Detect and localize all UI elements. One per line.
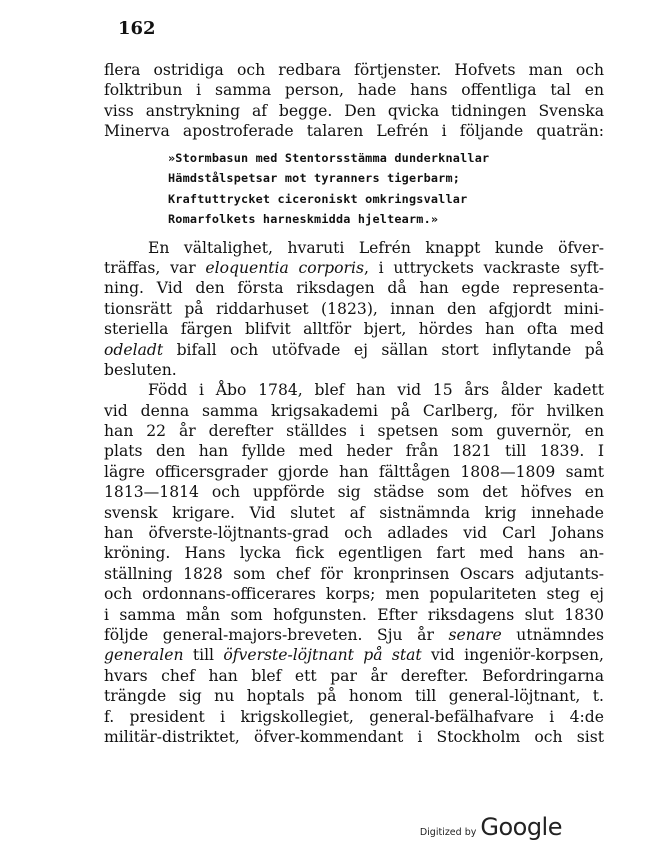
text-line: i samma mån som hofgunsten. Efter riksdagens slut 1830: [104, 605, 604, 624]
google-logo: Google: [480, 813, 562, 841]
text-line: Minerva apostroferade talaren Lefrén i följande quaträn:: [104, 122, 604, 141]
text-line: militär-distriktet, öfver-kommendant i Stockholm och sist: [104, 727, 604, 746]
text-line: plats den han fyllde med heder från 1821 till 1839. I: [104, 442, 604, 461]
text-line: viss anstrykning af begge. Den qvicka tidningen Svenska: [104, 101, 604, 120]
text-line: generalen till öfverste-löjtnant på stat vid ingeniör-korpsen,: [104, 646, 604, 665]
text-line: tionsrätt på riddarhuset (1823), innan den afgjordt mini-: [104, 299, 604, 318]
verse-line: Romarfolkets harneskmidda hjeltearm.»: [168, 212, 439, 227]
italic-phrase: senare: [448, 625, 502, 644]
text-line: hvars chef han blef ett par år derefter. Befordringarna: [104, 666, 604, 685]
verse-quatrain: [104, 148, 604, 230]
text-line: folktribun i samma person, hade hans offentliga tal en: [104, 81, 604, 100]
page-number: 162: [118, 18, 156, 39]
text-line: Född i Åbo 1784, blef han vid 15 års ålder kadett: [148, 381, 604, 400]
italic-phrase: generalen: [104, 646, 184, 665]
digitized-watermark: [420, 813, 562, 841]
italic-phrase: öfverste-löjtnant på stat: [223, 646, 422, 665]
text-line: vid denna samma krigsakademi på Carlberg, för hvilken: [104, 401, 604, 420]
text-line: steriella färgen blifvit alltför bjert, hördes han ofta med: [104, 320, 604, 339]
text-line: trängde sig nu hoptals på honom till general-löjtnant, t.: [104, 687, 604, 706]
italic-phrase: odeladt: [104, 340, 164, 359]
text-line: ning. Vid den första riksdagen då han egde representa-: [104, 279, 604, 298]
text-line: följde general-majors-breveten. Sju år senare utnämndes: [104, 625, 604, 644]
text-line: f. president i krigskollegiet, general-befälhafvare i 4:de: [104, 707, 604, 726]
text-line: han 22 år derefter ställdes i spetsen som guvernör, en: [104, 422, 604, 441]
text-line: besluten.: [104, 360, 177, 379]
text-line: träffas, var eloquentia corporis, i uttryckets vackraste syft-: [104, 258, 604, 277]
text-line: och ordonnans-officerares korps; men populariteten steg ej: [104, 585, 604, 604]
text-line: ställning 1828 som chef för kronprinsen Oscars adjutants-: [104, 564, 604, 583]
body-text: [104, 60, 604, 747]
digitized-label: Digitized by: [419, 827, 477, 838]
text-line: lägre officersgrader gjorde han fälttågen 1808—1809 samt: [104, 462, 604, 481]
text-line: En vältalighet, hvaruti Lefrén knappt kunde öfver-: [148, 238, 604, 257]
text-line: han öfverste-löjtnants-grad och adlades vid Carl Johans: [104, 524, 604, 543]
verse-line: Kraftuttrycket ciceroniskt omkringsvallar: [168, 191, 468, 206]
text-line: flera ostridiga och redbara förtjenster. Hofvets man och: [104, 61, 604, 79]
italic-phrase: eloquentia corporis: [205, 258, 364, 277]
verse-line: »Stormbasun med Stentorsstämma dunderknallar: [168, 150, 490, 165]
text-line: svensk krigare. Vid slutet af sistnämnda krig innehade: [104, 503, 604, 522]
text-line: 1813—1814 och uppförde sig städse som det höfves en: [104, 483, 604, 502]
text-line: kröning. Hans lycka fick egentligen fart med hans an-: [104, 544, 604, 563]
verse-line: Hämdstålspetsar mot tyranners tigerbarm;: [168, 171, 461, 186]
text-line: odeladt bifall och utöfvade ej sällan stort inflytande på: [104, 340, 604, 359]
